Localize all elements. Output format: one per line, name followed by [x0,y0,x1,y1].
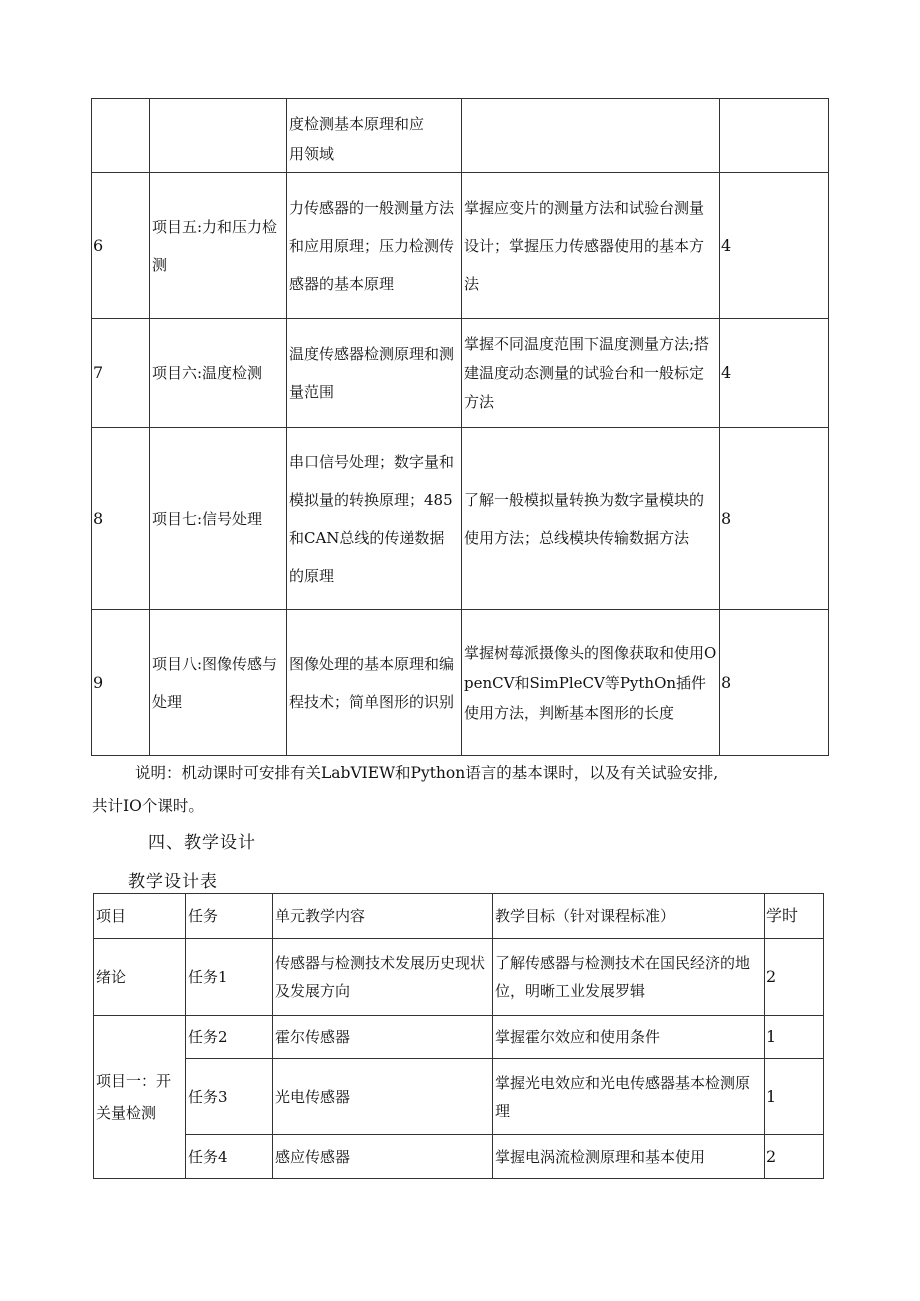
task-cell: 任务2 [186,1016,273,1059]
hours-cell: 1 [765,1016,824,1059]
objective-cell: 掌握树莓派摄像头的图像获取和使用OpenCV和SimPleCV等PythOn插件使用方法，判断基本图形的长度 [462,610,720,756]
table-row [92,173,829,319]
task-cell: 任务4 [186,1135,273,1179]
row-number [92,99,150,173]
content-text: 度检测基本原理和应用领域 [289,114,425,163]
course-schedule-table [91,98,829,756]
row-number: 6 [92,173,150,319]
table-row [94,1135,824,1179]
content-cell: 光电传感器 [273,1059,493,1135]
objective-cell: 掌握霍尔效应和使用条件 [493,1016,765,1059]
row-number: 8 [92,428,150,610]
table-row [94,939,824,1016]
objective-cell [462,99,720,173]
table-header-row [94,894,824,939]
table-row [92,99,829,173]
project-cell: 项目八:图像传感与处理 [150,610,287,756]
task-cell: 任务1 [186,939,273,1016]
header-item: 项目 [94,894,186,939]
objective-cell: 了解一般模拟量转换为数字量模块的使用方法；总线模块传输数据方法 [462,428,720,610]
hours-cell: 8 [720,610,829,756]
hours-cell [720,99,829,173]
content-cell: 图像处理的基本原理和编程技术；简单图形的识别 [287,610,462,756]
table-row [92,319,829,428]
objective-cell: 掌握光电效应和光电传感器基本检测原理 [493,1059,765,1135]
project-cell: 项目六:温度检测 [150,319,287,428]
item-cell: 绪论 [94,939,186,1016]
hours-cell: 1 [765,1059,824,1135]
objective-cell: 掌握电涡流检测原理和基本使用 [493,1135,765,1179]
table-row [94,1059,824,1135]
project-cell: 项目五:力和压力检测 [150,173,287,319]
item-cell: 项目一：开关量检测 [94,1016,186,1179]
task-cell: 任务3 [186,1059,273,1135]
content-cell: 温度传感器检测原理和测量范围 [287,319,462,428]
objective-cell: 了解传感器与检测技术在国民经济的地位，明晰工业发展罗辑 [493,939,765,1016]
hours-cell: 2 [765,939,824,1016]
header-content: 单元教学内容 [273,894,493,939]
header-hours: 学时 [765,894,824,939]
teaching-design-table [93,893,824,1179]
table-row [94,1016,824,1059]
objective-cell: 掌握应变片的测量方法和试验台测量设计；掌握压力传感器使用的基本方法 [462,173,720,319]
section-title: 四、教学设计 [148,833,256,853]
note-line-2: 共计IO个课时。 [92,797,204,815]
hours-cell: 4 [720,319,829,428]
project-cell [150,99,287,173]
table-caption: 教学设计表 [128,872,218,892]
content-cell [287,99,462,173]
note-line-1: 说明：机动课时可安排有关LabVIEW和Python语言的基本课时，以及有关试验安排, [135,764,719,782]
content-cell: 传感器与检测技术发展历史现状及发展方向 [273,939,493,1016]
content-cell: 霍尔传感器 [273,1016,493,1059]
hours-cell: 2 [765,1135,824,1179]
row-number: 9 [92,610,150,756]
content-cell: 感应传感器 [273,1135,493,1179]
table-row [92,428,829,610]
hours-cell: 8 [720,428,829,610]
table-row [92,610,829,756]
hours-cell: 4 [720,173,829,319]
row-number: 7 [92,319,150,428]
content-cell: 串口信号处理；数字量和模拟量的转换原理；485和CAN总线的传递数据的原理 [287,428,462,610]
header-task: 任务 [186,894,273,939]
project-cell: 项目七:信号处理 [150,428,287,610]
header-objective: 教学目标（针对课程标准） [493,894,765,939]
content-cell: 力传感器的一般测量方法和应用原理；压力检测传感器的基本原理 [287,173,462,319]
objective-cell: 掌握不同温度范围下温度测量方法;搭建温度动态测量的试验台和一般标定方法 [462,319,720,428]
